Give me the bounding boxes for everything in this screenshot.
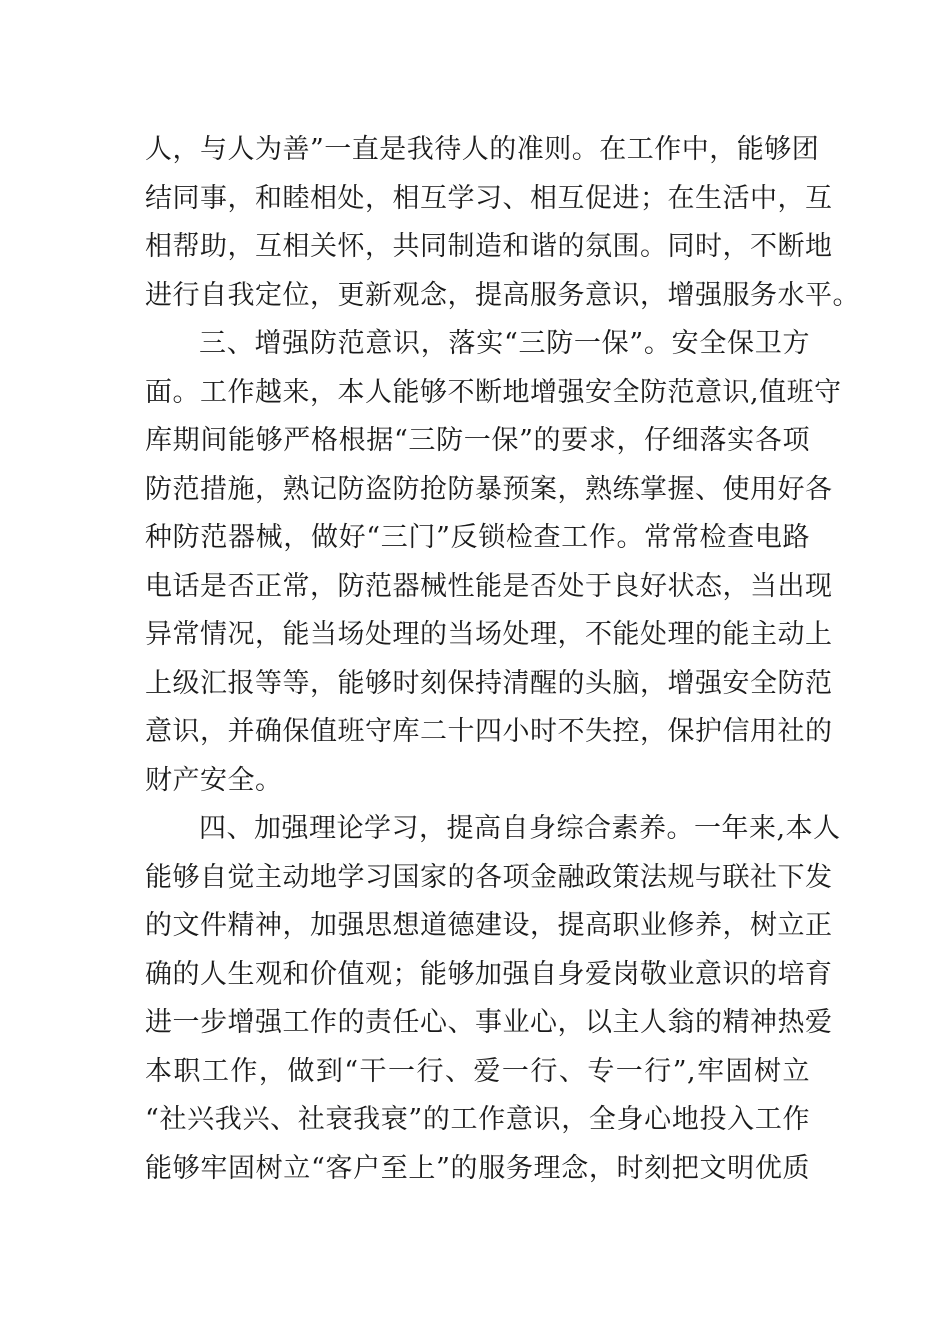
text-line: 确的人生观和价值观；能够加强自身爱岗敬业意识的培育	[145, 958, 833, 990]
text-line: 进行自我定位，更新观念，提高服务意识，增强服务水平。	[145, 279, 860, 311]
text-line-last: 财产安全。	[145, 764, 283, 796]
text-line: 种防范器械，做好“三门”反锁检查工作。常常检查电路	[145, 522, 810, 553]
section-heading-line: 三、增强防范意识，落实“三防一保”。安全保卫方	[199, 328, 810, 359]
text-line: 异常情况，能当场处理的当场处理，不能处理的能主动上	[145, 619, 833, 650]
text-line: 结同事，和睦相处，相互学习、相互促进；在生活中，互	[145, 182, 833, 214]
text-line: 能够自觉主动地学习国家的各项金融政策法规与联社下发	[145, 861, 833, 893]
text-line: 能够牢固树立“客户至上”的服务理念，时刻把文明优质	[145, 1152, 810, 1184]
text-line: 本职工作，做到“干一行、爱一行、专一行”,牢固树立	[145, 1055, 810, 1087]
text-line: 人，与人为善”一直是我待人的准则。在工作中，能够团	[145, 134, 820, 165]
document-body	[145, 126, 860, 1193]
text-line: 进一步增强工作的责任心、事业心，以主人翁的精神热爱	[145, 1007, 833, 1038]
text-line: 相帮助，互相关怀，共同制造和谐的氛围。同时，不断地	[145, 231, 833, 262]
section-heading-line: 四、加强理论学习，提高自身综合素养。一年来,本人	[199, 813, 841, 844]
text-line: 上级汇报等等，能够时刻保持清醒的头脑，增强安全防范	[145, 667, 833, 699]
text-line: 意识，并确保值班守库二十四小时不失控，保护信用社的	[145, 716, 833, 747]
text-line: 的文件精神，加强思想道德建设，提高职业修养，树立正	[145, 910, 833, 941]
text-line: 面。工作越来，本人能够不断地增强安全防范意识,值班守	[145, 376, 842, 408]
text-line: 电话是否正常，防范器械性能是否处于良好状态，当出现	[145, 570, 833, 602]
text-line: “社兴我兴、社衰我衰”的工作意识，全身心地投入工作	[145, 1104, 810, 1135]
text-line: 防范措施，熟记防盗防抢防暴预案，熟练掌握、使用好各	[145, 473, 833, 505]
text-line: 库期间能够严格根据“三防一保”的要求，仔细落实各项	[145, 425, 810, 456]
